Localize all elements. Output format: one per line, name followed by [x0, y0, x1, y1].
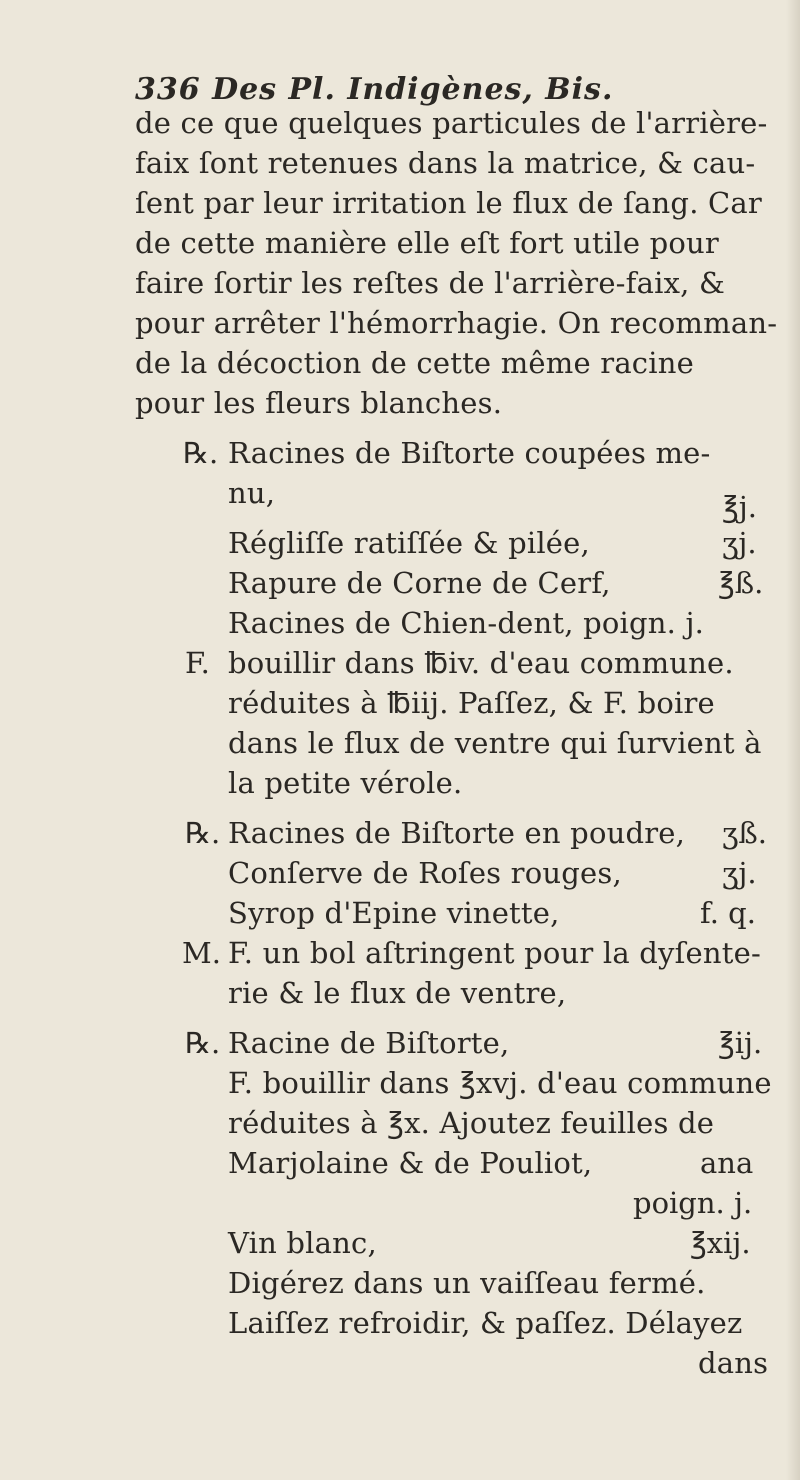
recipe1-qty-4: ℥ß.	[718, 566, 764, 600]
recipe-symbol: ℞.	[185, 1026, 221, 1060]
recipe2-m-mark: M.	[182, 936, 221, 970]
recipe1-line-9: la petite vérole.	[228, 766, 463, 800]
recipe2-line-2: Conſerve de Roſes rouges,	[228, 856, 622, 890]
recipe3-line-4: Marjolaine & de Pouliot,	[228, 1146, 593, 1180]
recipe1-line-1: Racines de Biſtorte coupées me-	[228, 436, 711, 470]
page-edge-shadow	[786, 0, 800, 1480]
running-head: 336 Des Pl. Indigènes, Bis.	[135, 72, 614, 107]
text-line-6: pour arrêter l'hémorrhagie. On recomman-	[135, 306, 778, 340]
recipe1-line-6: bouillir dans ℔iv. d'eau commune.	[228, 646, 734, 680]
recipe1-line-5: Racines de Chien-dent, poign. j.	[228, 606, 705, 640]
recipe1-line-7: réduites à ℔iij. Paſſez, & F. boire	[228, 686, 715, 720]
recipe3-qty-1: ℥ij.	[718, 1026, 763, 1060]
recipe1-qty-3: ʒj.	[722, 526, 757, 560]
recipe3-qty-6: ℥xij.	[690, 1226, 751, 1260]
recipe3-line-9: dans	[698, 1346, 769, 1380]
recipe2-qty-2: ʒj.	[722, 856, 757, 890]
text-line-8: pour les fleurs blanches.	[135, 386, 503, 420]
recipe2-qty-1: ʒß.	[722, 816, 767, 850]
recipe3-line-3: réduites à ℥x. Ajoutez feuilles de	[228, 1106, 715, 1140]
recipe3-line-8: Laiſſez refroidir, & paſſez. Délayez	[228, 1306, 743, 1340]
recipe3-line-2: F. bouillir dans ℥xvj. d'eau commune	[228, 1066, 772, 1100]
recipe1-qty-2: ℥j.	[722, 490, 757, 524]
recipe1-f-mark: F.	[185, 646, 210, 680]
recipe3-line-6: Vin blanc,	[228, 1226, 377, 1260]
recipe3-line-7: Digérez dans un vaiſſeau fermé.	[228, 1266, 706, 1300]
recipe2-line-3: Syrop d'Epine vinette,	[228, 896, 560, 930]
text-line-4: de cette manière elle eſt fort utile pour	[135, 226, 719, 260]
recipe-symbol: ℞.	[183, 436, 219, 470]
text-line-1: de ce que quelques particules de l'arrière-	[135, 106, 768, 140]
recipe3-qty-4: ana	[700, 1146, 754, 1180]
text-line-7: de la décoction de cette même racine	[135, 346, 694, 380]
text-line-5: faire ſortir les reſtes de l'arrière-faix, &	[135, 266, 725, 300]
text-line-3: ſent par leur irritation le flux de ſang. Car	[135, 186, 762, 220]
recipe1-line-2: nu,	[228, 476, 276, 510]
text-line-2: faix ſont retenues dans la matrice, & cau-	[135, 146, 756, 180]
recipe-symbol: ℞.	[185, 816, 221, 850]
recipe1-line-3: Régliſſe ratiſſée & pilée,	[228, 526, 590, 560]
recipe3-line-5: poign. j.	[633, 1186, 753, 1220]
recipe1-line-8: dans le flux de ventre qui ſurvient à	[228, 726, 762, 760]
recipe2-line-5: rie & le flux de ventre,	[228, 976, 567, 1010]
recipe1-line-4: Rapure de Corne de Cerf,	[228, 566, 611, 600]
recipe2-line-4: F. un bol aſtringent pour la dyſente-	[228, 936, 761, 970]
recipe2-line-1: Racines de Biſtorte en poudre,	[228, 816, 686, 850]
recipe3-line-1: Racine de Biſtorte,	[228, 1026, 510, 1060]
recipe2-qty-3: f. q.	[700, 896, 756, 930]
